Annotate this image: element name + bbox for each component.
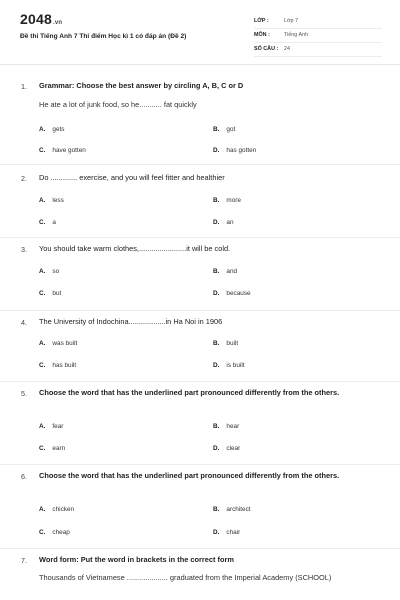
option-b[interactable]: [213, 506, 251, 513]
option-a[interactable]: [39, 423, 63, 430]
option-b[interactable]: [213, 126, 235, 133]
option-text: fear: [52, 423, 64, 430]
page-header: [0, 0, 400, 65]
question-number: 2.: [21, 174, 27, 183]
meta-value: 24: [284, 46, 290, 52]
option-text: more: [226, 197, 241, 204]
option-label: B.: [213, 423, 220, 430]
option-label: A.: [39, 268, 46, 275]
option-label: B.: [213, 197, 220, 204]
exam-title: Đề thi Tiếng Anh 7 Thi điểm Học kì 1 có đáp án (Đề 2): [20, 33, 187, 40]
question-4: [0, 310, 400, 382]
option-text: chicken: [52, 506, 75, 513]
option-label: C.: [39, 445, 46, 452]
option-label: A.: [39, 126, 46, 133]
meta-key: SỐ CÂU :: [254, 46, 279, 52]
option-d[interactable]: [213, 529, 240, 536]
option-label: C.: [39, 362, 46, 369]
option-label: A.: [39, 423, 46, 430]
question-text: Choose the word that has the underlined part pronounced differently from the others.: [39, 471, 340, 480]
question-number: 1.: [21, 82, 27, 91]
option-b[interactable]: [213, 340, 238, 347]
option-label: B.: [213, 268, 220, 275]
question-number: 5.: [21, 389, 27, 398]
option-text: so: [52, 268, 60, 275]
question-number: 3.: [21, 245, 27, 254]
option-d[interactable]: [213, 219, 234, 226]
option-b[interactable]: [213, 268, 237, 275]
question-text: The University of Indochina..................in Ha Noi in 1906: [39, 317, 223, 326]
option-text: clear: [226, 445, 241, 452]
option-a[interactable]: [39, 268, 59, 275]
question-sentence: He ate a lot of junk food, so he........... fat quickly: [39, 100, 197, 109]
option-label: B.: [213, 340, 220, 347]
option-d[interactable]: [213, 147, 256, 154]
option-label: A.: [39, 506, 46, 513]
question-text: Do ............. exercise, and you will feel fitter and healthier: [39, 173, 225, 182]
option-text: an: [226, 219, 234, 226]
option-label: D.: [213, 290, 220, 297]
question-number: 6.: [21, 472, 27, 481]
option-text: is built: [226, 362, 245, 369]
meta-subject: [254, 28, 382, 43]
option-text: has built: [52, 362, 77, 369]
option-c[interactable]: [39, 290, 61, 297]
option-label: C.: [39, 147, 46, 154]
option-text: and: [226, 268, 238, 275]
option-text: hear: [226, 423, 240, 430]
option-b[interactable]: [213, 197, 241, 204]
option-c[interactable]: [39, 219, 56, 226]
option-label: C.: [39, 290, 46, 297]
option-c[interactable]: [39, 529, 70, 536]
option-label: B.: [213, 506, 220, 513]
logo-tld: .vn: [52, 20, 63, 26]
option-text: have gotten: [52, 147, 86, 154]
question-3: [0, 237, 400, 311]
option-a[interactable]: [39, 126, 65, 133]
option-text: gets: [52, 126, 65, 133]
option-a[interactable]: [39, 340, 77, 347]
option-label: B.: [213, 126, 220, 133]
option-text: less: [52, 197, 64, 204]
meta-key: MÔN :: [254, 32, 270, 38]
option-label: A.: [39, 197, 46, 204]
question-1: [0, 72, 400, 165]
question-7: [0, 548, 400, 600]
option-label: D.: [213, 529, 220, 536]
option-c[interactable]: [39, 147, 86, 154]
option-label: D.: [213, 147, 220, 154]
option-text: because: [226, 290, 251, 297]
option-a[interactable]: [39, 197, 64, 204]
question-sentence: Thousands of Vietnamese .................... graduated from the Imperial Academy (SCHOOL): [39, 573, 332, 582]
option-text: built: [226, 340, 239, 347]
option-c[interactable]: [39, 445, 65, 452]
option-label: D.: [213, 219, 220, 226]
option-d[interactable]: [213, 290, 251, 297]
option-text: got: [226, 126, 236, 133]
question-text: You should take warm clothes,.......................it will be cold.: [39, 244, 231, 253]
logo-text: 2048: [20, 11, 52, 27]
option-b[interactable]: [213, 423, 239, 430]
option-c[interactable]: [39, 362, 76, 369]
meta-value: Tiếng Anh: [284, 32, 309, 38]
question-text: Choose the word that has the underlined part pronounced differently from the others.: [39, 388, 340, 397]
option-label: C.: [39, 529, 46, 536]
option-d[interactable]: [213, 362, 245, 369]
question-5: [0, 381, 400, 465]
site-logo[interactable]: [20, 11, 62, 27]
option-label: D.: [213, 362, 220, 369]
meta-question-count: [254, 42, 382, 57]
question-number: 4.: [21, 318, 27, 327]
option-a[interactable]: [39, 506, 74, 513]
question-6: [0, 464, 400, 549]
meta-value: Lớp 7: [284, 18, 299, 24]
question-number: 7.: [21, 556, 27, 565]
option-label: D.: [213, 445, 220, 452]
option-text: a: [52, 219, 56, 226]
question-2: [0, 164, 400, 238]
option-text: was built: [52, 340, 78, 347]
option-text: chair: [226, 529, 241, 536]
question-text: Grammar: Choose the best answer by circling A, B, C or D: [39, 81, 244, 90]
meta-key: LỚP :: [254, 18, 269, 24]
option-d[interactable]: [213, 445, 240, 452]
option-text: architect: [226, 506, 251, 513]
question-text: Word form: Put the word in brackets in the correct form: [39, 555, 234, 564]
option-text: earn: [52, 445, 66, 452]
option-text: has gotten: [226, 147, 257, 154]
option-text: but: [52, 290, 62, 297]
option-text: cheap: [52, 529, 70, 536]
meta-class: [254, 14, 382, 29]
option-label: A.: [39, 340, 46, 347]
option-label: C.: [39, 219, 46, 226]
